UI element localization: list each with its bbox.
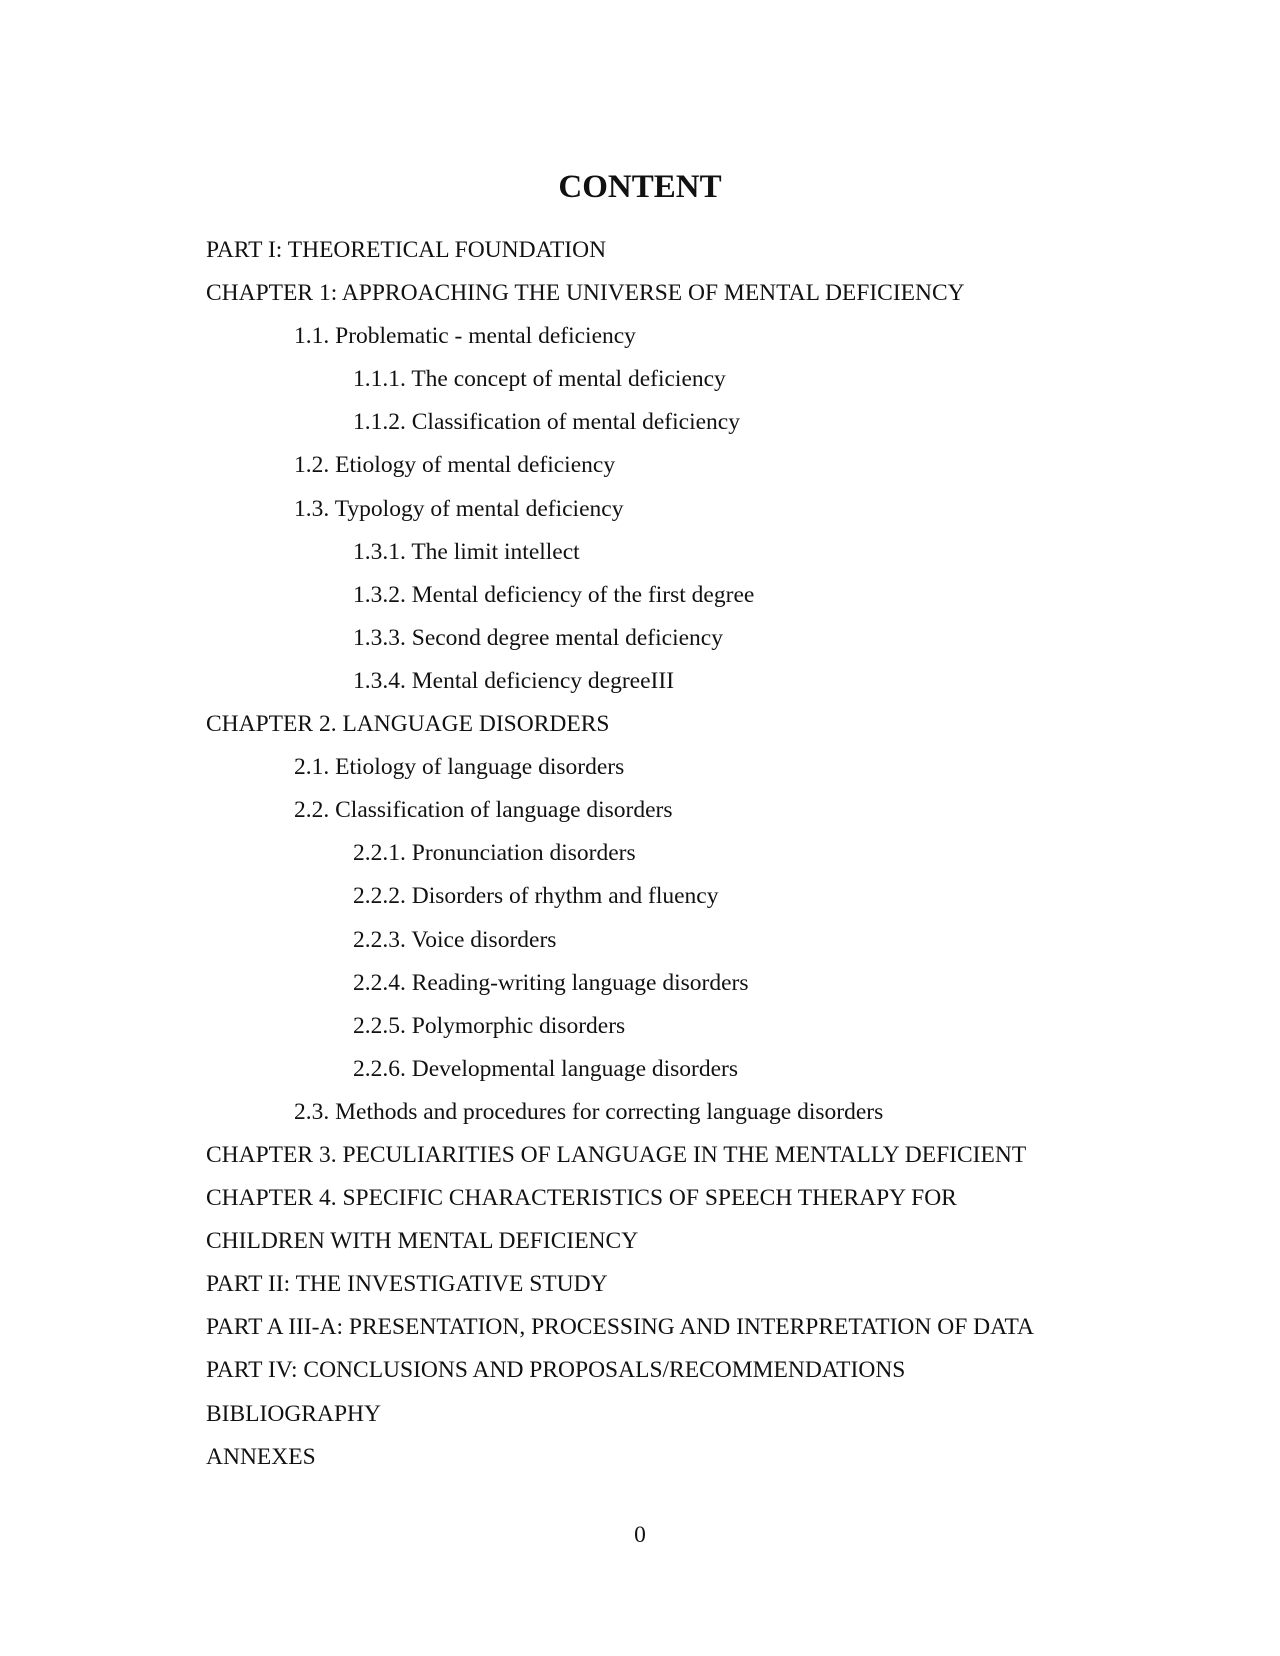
page-number: 0 [634, 1522, 646, 1548]
toc-entry: 1.3.3. Second degree mental deficiency [353, 624, 723, 651]
toc-entry: 2.1. Etiology of language disorders [294, 754, 625, 781]
toc-entry: 2.2.5. Polymorphic disorders [353, 1012, 626, 1039]
toc-entry: 2.2.2. Disorders of rhythm and fluency [353, 883, 719, 910]
toc-entry: CHILDREN WITH MENTAL DEFICIENCY [206, 1228, 639, 1255]
toc-entry: BIBLIOGRAPHY [206, 1400, 381, 1427]
toc-entry: 2.2.1. Pronunciation disorders [353, 840, 636, 867]
toc-entry: CHAPTER 3. PECULIARITIES OF LANGUAGE IN THE MENTALLY DEFICIENT [206, 1141, 1027, 1168]
toc-entry: 1.1.2. Classification of mental deficiency [353, 409, 740, 436]
toc-entry: 1.3. Typology of mental deficiency [294, 495, 624, 522]
toc-entry: 1.3.1. The limit intellect [353, 538, 580, 565]
toc-entry: 1.2. Etiology of mental deficiency [294, 452, 616, 479]
toc-entry: 2.2.3. Voice disorders [353, 926, 557, 953]
page-title: CONTENT [558, 169, 722, 205]
toc-entry: 1.3.4. Mental deficiency degreeIII [353, 667, 675, 694]
toc-entry: 2.3. Methods and procedures for correcting language disorders [294, 1098, 884, 1125]
toc-entry: PART I: THEORETICAL FOUNDATION [206, 237, 607, 263]
toc-entry: CHAPTER 4. SPECIFIC CHARACTERISTICS OF SPEECH THERAPY FOR [206, 1185, 957, 1212]
table-of-contents [0, 229, 1280, 1479]
toc-entry: PART IV: CONCLUSIONS AND PROPOSALS/RECOMMENDATIONS [206, 1357, 906, 1384]
toc-entry: 2.2.6. Developmental language disorders [353, 1055, 739, 1082]
toc-entry: CHAPTER 2. LANGUAGE DISORDERS [206, 711, 610, 738]
toc-entry: 2.2. Classification of language disorders [294, 797, 673, 824]
toc-entry: PART II: THE INVESTIGATIVE STUDY [206, 1271, 608, 1298]
toc-entry: PART A III-A: PRESENTATION, PROCESSING AND INTERPRETATION OF DATA [206, 1314, 1034, 1341]
toc-entry: ANNEXES [206, 1443, 316, 1470]
toc-entry: 1.1.1. The concept of mental deficiency [353, 366, 726, 393]
toc-entry: 1.1. Problematic - mental deficiency [294, 323, 636, 350]
toc-entry: 2.2.4. Reading-writing language disorders [353, 969, 749, 996]
toc-entry: CHAPTER 1: APPROACHING THE UNIVERSE OF MENTAL DEFICIENCY [206, 280, 965, 307]
toc-entry: 1.3.2. Mental deficiency of the first degree [353, 581, 755, 608]
